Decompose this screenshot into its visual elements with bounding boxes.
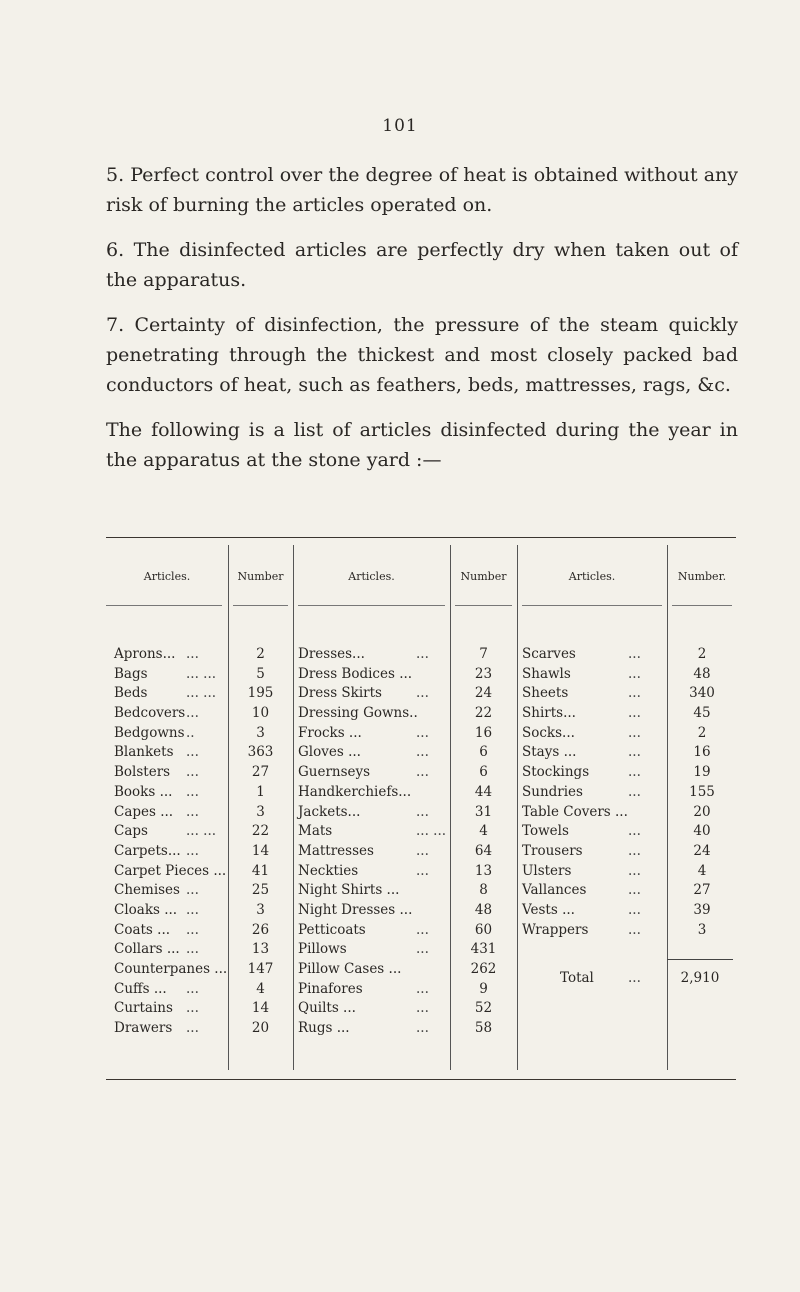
table-row	[522, 704, 737, 724]
leader-dots: ...	[628, 862, 641, 879]
article-count: 64	[474, 842, 493, 859]
table-row	[298, 842, 518, 862]
article-count: 31	[474, 803, 493, 820]
table-row	[298, 960, 518, 980]
article-name: Jackets...	[298, 803, 361, 820]
column-1	[114, 645, 294, 1039]
article-name: Dress Bodices ...	[298, 665, 413, 682]
article-count: 2	[256, 646, 265, 662]
article-count: 9	[479, 980, 488, 997]
table-row	[522, 684, 737, 704]
table-row	[298, 665, 518, 685]
article-name: Capes ...	[114, 803, 174, 820]
article-count: 52	[474, 1000, 493, 1017]
header-number-2: Number	[460, 570, 507, 583]
table-row	[114, 901, 294, 921]
table-bottom-rule	[106, 1079, 736, 1080]
article-name: Quilts ...	[298, 1000, 356, 1017]
leader-dots: ...	[628, 882, 641, 899]
leader-dots: ...	[628, 744, 641, 761]
paragraph-5: 5. Perfect control over the degree of heat is obtained without any risk of burning the articles operated on.	[106, 164, 738, 216]
article-name: Dresses...	[298, 646, 365, 662]
header-underline	[522, 605, 662, 606]
leader-dots: ...	[628, 783, 641, 800]
total-label: Total	[560, 970, 594, 986]
table-row	[522, 842, 737, 862]
article-count: 41	[251, 862, 270, 879]
table-row	[114, 763, 294, 783]
article-name: Mattresses	[298, 842, 374, 859]
article-count: 24	[693, 842, 711, 859]
leader-dots: ...	[628, 764, 641, 781]
table-row	[298, 901, 518, 921]
table-row	[298, 645, 518, 665]
table-row	[522, 645, 737, 665]
article-count: 48	[474, 901, 493, 918]
leader-dots: ...	[628, 665, 641, 682]
article-count: 48	[693, 665, 711, 682]
leader-dots: ...	[628, 646, 641, 662]
table-row	[522, 743, 737, 763]
table-row	[522, 881, 737, 901]
article-name: Aprons...	[114, 646, 176, 662]
table-row	[298, 763, 518, 783]
total-rule	[667, 959, 733, 960]
article-count: 262	[470, 961, 497, 977]
header-underline	[672, 605, 732, 606]
table-top-rule	[106, 537, 736, 538]
article-name: Books ...	[114, 783, 173, 800]
header-articles-1: Articles.	[143, 570, 191, 583]
article-name: Coats ...	[114, 921, 171, 938]
table-row	[522, 862, 737, 882]
table-row	[114, 921, 294, 941]
leader-dots: ...	[628, 705, 641, 722]
article-name: Cloaks ...	[114, 901, 178, 918]
article-count: 13	[474, 862, 493, 879]
table-row	[114, 940, 294, 960]
leader-dots: ...	[416, 1020, 429, 1037]
table-row	[298, 921, 518, 941]
body-text	[106, 160, 738, 490]
leader-dots: ...	[416, 803, 429, 820]
table-row	[298, 822, 518, 842]
article-count: 44	[474, 783, 493, 800]
article-name: Frocks ...	[298, 724, 362, 741]
leader-dots: ...	[186, 783, 199, 800]
leader-dots: ...	[628, 901, 641, 918]
article-name: Stays ...	[522, 744, 577, 761]
table-row	[522, 803, 737, 823]
article-name: Bolsters	[114, 764, 171, 781]
paragraph-6: 6. The disinfected articles are perfectly dry when taken out of the apparatus.	[106, 239, 738, 291]
article-count: 4	[697, 862, 707, 879]
article-name: Bags	[114, 665, 148, 682]
leader-dots: ...	[186, 901, 199, 918]
article-name: Petticoats	[298, 921, 366, 938]
article-name: Scarves	[522, 646, 576, 662]
table-row	[522, 763, 737, 783]
header-articles-3: Articles.	[568, 570, 616, 583]
table-row	[114, 980, 294, 1000]
article-name: Night Shirts ...	[298, 882, 400, 899]
article-name: Wrappers	[522, 921, 589, 938]
article-count: 431	[470, 941, 497, 958]
article-count: 58	[474, 1020, 493, 1037]
leader-dots: ...	[186, 705, 199, 722]
table-row	[298, 743, 518, 763]
leader-dots: ...	[186, 980, 199, 997]
table-row	[114, 822, 294, 842]
table-row	[114, 704, 294, 724]
table-row	[298, 862, 518, 882]
article-name: Shirts...	[522, 705, 576, 722]
header-number-3: Number.	[677, 570, 727, 583]
article-name: Neckties	[298, 862, 359, 879]
article-count: 3	[256, 724, 265, 741]
table-row	[298, 803, 518, 823]
article-name: Night Dresses ...	[298, 901, 413, 918]
article-count: 147	[247, 961, 274, 977]
table-row	[298, 704, 518, 724]
article-count: 39	[693, 901, 711, 918]
article-count: 4	[256, 980, 265, 997]
total-dots: ...	[628, 970, 641, 986]
leader-dots: ...	[628, 724, 641, 741]
article-name: Bedgowns	[114, 724, 185, 741]
leader-dots: ...	[186, 803, 199, 820]
article-name: Drawers	[114, 1020, 173, 1037]
article-name: Sheets	[522, 685, 569, 702]
article-count: 3	[256, 803, 265, 820]
table-row	[522, 822, 737, 842]
table-row	[298, 684, 518, 704]
leader-dots: ...	[628, 823, 641, 840]
table-row	[298, 1019, 518, 1039]
table-row	[114, 842, 294, 862]
article-count: 20	[693, 803, 711, 820]
article-name: Guernseys	[298, 764, 371, 781]
article-name: Ulsters	[522, 862, 572, 879]
article-name: Carpets...	[114, 842, 181, 859]
article-count: 25	[251, 882, 270, 899]
article-name: Rugs ...	[298, 1020, 350, 1037]
article-name: Shawls	[522, 665, 571, 682]
article-count: 8	[479, 882, 488, 899]
leader-dots: ...	[186, 1000, 199, 1017]
leader-dots: ...	[416, 744, 429, 761]
table-row	[114, 783, 294, 803]
table-row	[114, 803, 294, 823]
article-name: Gloves ...	[298, 744, 361, 761]
article-name: Socks...	[522, 724, 575, 741]
leader-dots: ...	[186, 842, 199, 859]
article-count: 27	[251, 764, 270, 781]
table-row	[114, 881, 294, 901]
leader-dots: ... ...	[186, 823, 217, 840]
article-count: 60	[474, 921, 493, 938]
leader-dots: ...	[186, 921, 199, 938]
table-row	[298, 724, 518, 744]
leader-dots: ... ...	[186, 685, 217, 702]
article-count: 20	[251, 1020, 270, 1037]
article-count: 16	[693, 744, 711, 761]
table-row	[522, 901, 737, 921]
article-name: Table Covers ...	[522, 803, 628, 820]
table-row	[298, 980, 518, 1000]
total-value: 2,910	[680, 970, 720, 986]
header-underline	[233, 605, 288, 606]
paragraph-list-intro: The following is a list of articles disinfected during the year in the apparatus at the stone yard :—	[106, 419, 738, 471]
article-count: 340	[689, 685, 715, 702]
article-name: Sundries	[522, 783, 583, 800]
article-name: Beds	[114, 685, 148, 702]
leader-dots: ...	[628, 685, 641, 702]
article-name: Curtains	[114, 1000, 173, 1017]
table-row	[298, 881, 518, 901]
article-name: Vests ...	[522, 901, 575, 918]
article-count: 40	[693, 823, 711, 840]
article-count: 2	[697, 724, 707, 741]
article-name: Counterpanes ...	[114, 961, 228, 977]
article-count: 13	[251, 941, 270, 958]
article-count: 4	[479, 823, 488, 840]
article-count: 10	[251, 705, 270, 722]
leader-dots: ...	[416, 862, 429, 879]
article-name: Stockings	[522, 764, 590, 781]
leader-dots: ...	[416, 724, 429, 741]
page-number: 101	[382, 116, 418, 136]
leader-dots: ...	[416, 646, 429, 662]
leader-dots: ...	[186, 1020, 199, 1037]
article-count: 1	[256, 783, 265, 800]
article-name: Vallances	[522, 882, 587, 899]
header-underline	[106, 605, 222, 606]
article-name: Pinafores	[298, 980, 363, 997]
article-count: 6	[479, 764, 488, 781]
table-row	[522, 724, 737, 744]
leader-dots: ...	[416, 842, 429, 859]
leader-dots: ...	[186, 882, 199, 899]
article-count: 7	[479, 646, 488, 662]
paragraph-7: 7. Certainty of disinfection, the pressure of the steam quickly penetrating through the thickest and most closely packed bad conductors of heat, such as feathers, beds, mattresses, rags, &c.	[106, 314, 738, 396]
article-count: 155	[689, 783, 715, 800]
article-count: 19	[693, 764, 711, 781]
leader-dots: ...	[186, 764, 199, 781]
header-articles-2: Articles.	[348, 570, 395, 583]
table-row	[114, 862, 294, 882]
leader-dots: ..	[186, 724, 195, 741]
column-3	[522, 645, 737, 940]
table-row	[114, 724, 294, 744]
table-row	[114, 665, 294, 685]
table-row	[114, 645, 294, 665]
article-count: 14	[251, 1000, 270, 1017]
table-row	[114, 960, 294, 980]
article-count: 363	[247, 744, 274, 761]
article-name: Chemises	[114, 882, 180, 899]
leader-dots: ...	[186, 646, 199, 662]
article-count: 2	[697, 646, 707, 662]
table-row	[522, 665, 737, 685]
article-count: 24	[474, 685, 493, 702]
header-underline	[298, 605, 445, 606]
table-row	[522, 783, 737, 803]
table-row	[298, 999, 518, 1019]
article-name: Towels	[522, 823, 569, 840]
table-row	[522, 921, 737, 941]
article-name: Mats	[298, 823, 333, 840]
article-count: 45	[693, 705, 711, 722]
article-count: 5	[256, 665, 265, 682]
article-count: 16	[474, 724, 493, 741]
leader-dots: ...	[186, 941, 199, 958]
article-name: Trousers	[522, 842, 583, 859]
article-name: Carpet Pieces ...	[114, 862, 227, 879]
article-name: Pillow Cases ...	[298, 961, 402, 977]
table-row	[298, 783, 518, 803]
article-name: Caps	[114, 823, 148, 840]
leader-dots: ...	[186, 744, 199, 761]
table-row	[114, 684, 294, 704]
article-count: 23	[474, 665, 493, 682]
leader-dots: ...	[628, 842, 641, 859]
table-row	[298, 940, 518, 960]
article-count: 22	[251, 823, 270, 840]
table-row	[114, 999, 294, 1019]
leader-dots: ...	[416, 941, 429, 958]
leader-dots: ...	[416, 1000, 429, 1017]
leader-dots: ...	[416, 921, 429, 938]
article-count: 26	[251, 921, 270, 938]
article-name: Dressing Gowns..	[298, 705, 418, 722]
article-name: Pillows	[298, 941, 347, 958]
column-2	[298, 645, 518, 1039]
article-count: 6	[479, 744, 488, 761]
leader-dots: ...	[628, 921, 641, 938]
table-row	[114, 1019, 294, 1039]
article-count: 27	[693, 882, 711, 899]
article-name: Blankets	[114, 744, 174, 761]
article-count: 22	[474, 705, 493, 722]
article-name: Cuffs ...	[114, 980, 167, 997]
header-underline	[455, 605, 512, 606]
table-row	[114, 743, 294, 763]
article-name: Dress Skirts	[298, 685, 382, 702]
article-name: Handkerchiefs...	[298, 783, 412, 800]
leader-dots: ... ...	[416, 823, 447, 840]
article-count: 14	[251, 842, 270, 859]
leader-dots: ...	[416, 685, 429, 702]
header-number-1: Number	[237, 570, 284, 583]
article-name: Collars ...	[114, 941, 180, 958]
article-name: Bedcovers	[114, 705, 186, 722]
article-count: 3	[256, 901, 265, 918]
article-count: 195	[247, 685, 274, 702]
leader-dots: ... ...	[186, 665, 217, 682]
leader-dots: ...	[416, 980, 429, 997]
leader-dots: ...	[416, 764, 429, 781]
article-count: 3	[697, 921, 707, 938]
